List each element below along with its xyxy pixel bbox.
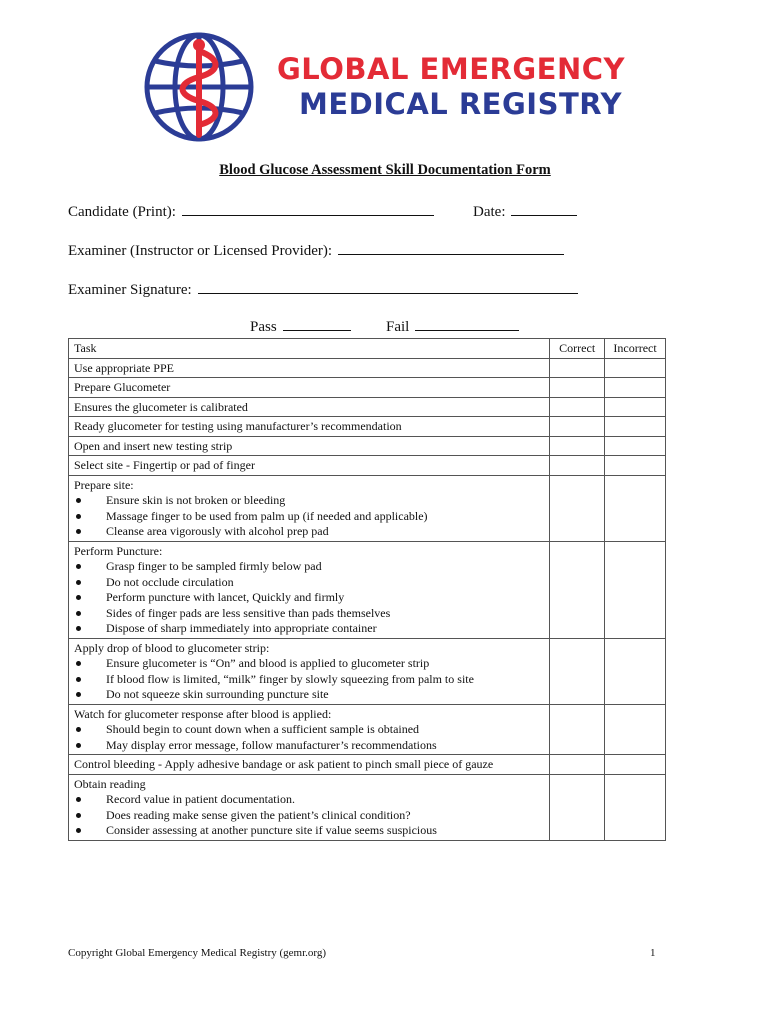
task-title: Perform Puncture: bbox=[74, 543, 163, 558]
header-incorrect: Incorrect bbox=[605, 339, 666, 359]
correct-checkbox-cell[interactable] bbox=[550, 755, 605, 775]
task-cell bbox=[69, 397, 550, 417]
table-row bbox=[69, 475, 666, 541]
task-title: Control bleeding - Apply adhesive bandage or ask patient to pinch small piece of gauze bbox=[74, 757, 494, 771]
task-bullet: Consider assessing at another puncture site if value seems suspicious bbox=[74, 823, 544, 839]
table-row bbox=[69, 378, 666, 398]
task-bullet: Sides of finger pads are less sensitive than pads themselves bbox=[74, 606, 544, 622]
task-title: Open and insert new testing strip bbox=[74, 438, 233, 453]
date-field bbox=[473, 201, 577, 221]
task-title: Prepare Glucometer bbox=[74, 380, 171, 394]
header-task: Task bbox=[69, 339, 550, 359]
logo bbox=[139, 29, 625, 147]
incorrect-checkbox-cell[interactable] bbox=[605, 638, 666, 704]
task-bullet-list bbox=[74, 656, 544, 703]
correct-checkbox-cell[interactable] bbox=[550, 436, 605, 456]
correct-checkbox-cell[interactable] bbox=[550, 541, 605, 638]
task-bullet: Should begin to count down when a sufficient sample is obtained bbox=[74, 722, 544, 738]
table-row bbox=[69, 358, 666, 378]
task-bullet: May display error message, follow manufacturer’s recommendations bbox=[74, 738, 544, 754]
task-bullet: Does reading make sense given the patient’s clinical condition? bbox=[74, 808, 544, 824]
correct-checkbox-cell[interactable] bbox=[550, 774, 605, 840]
incorrect-checkbox-cell[interactable] bbox=[605, 755, 666, 775]
task-bullet: Ensure skin is not broken or bleeding bbox=[74, 493, 544, 509]
candidate-field bbox=[68, 201, 434, 221]
task-title: Obtain reading bbox=[74, 776, 146, 791]
task-bullet: Record value in patient documentation. bbox=[74, 792, 544, 808]
form-title: Blood Glucose Assessment Skill Documentation Form bbox=[219, 162, 551, 178]
logo-title-line2: MEDICAL REGISTRY bbox=[299, 87, 622, 121]
table-row bbox=[69, 397, 666, 417]
table-row bbox=[69, 704, 666, 755]
task-title: Ensures the glucometer is calibrated bbox=[74, 399, 248, 414]
candidate-input[interactable] bbox=[182, 201, 434, 216]
task-bullet-list bbox=[74, 792, 544, 839]
task-bullet: Grasp finger to be sampled firmly below pad bbox=[74, 559, 544, 575]
correct-checkbox-cell[interactable] bbox=[550, 397, 605, 417]
task-cell bbox=[69, 774, 550, 840]
correct-checkbox-cell[interactable] bbox=[550, 456, 605, 476]
candidate-label: Candidate (Print): bbox=[68, 204, 176, 220]
task-bullet-list bbox=[74, 722, 544, 753]
fail-input[interactable] bbox=[415, 316, 519, 331]
incorrect-checkbox-cell[interactable] bbox=[605, 417, 666, 437]
correct-checkbox-cell[interactable] bbox=[550, 417, 605, 437]
pass-label: Pass bbox=[250, 319, 277, 335]
table-row bbox=[69, 436, 666, 456]
correct-checkbox-cell[interactable] bbox=[550, 378, 605, 398]
task-title: Apply drop of blood to glucometer strip: bbox=[74, 640, 270, 655]
correct-checkbox-cell[interactable] bbox=[550, 475, 605, 541]
pass-field bbox=[250, 316, 351, 336]
logo-title-line1: GLOBAL EMERGENCY bbox=[277, 52, 625, 86]
date-input[interactable] bbox=[511, 201, 577, 216]
task-cell bbox=[69, 417, 550, 437]
task-title: Prepare site: bbox=[74, 477, 134, 492]
table-row bbox=[69, 417, 666, 437]
task-bullet: Ensure glucometer is “On” and blood is applied to glucometer strip bbox=[74, 656, 544, 672]
page-number: 1 bbox=[650, 947, 656, 959]
incorrect-checkbox-cell[interactable] bbox=[605, 475, 666, 541]
pass-input[interactable] bbox=[283, 316, 351, 331]
task-cell bbox=[69, 456, 550, 476]
examiner-label: Examiner (Instructor or Licensed Provider): bbox=[68, 243, 333, 259]
signature-field bbox=[68, 279, 578, 299]
examiner-input[interactable] bbox=[338, 240, 564, 255]
task-bullet: Do not occlude circulation bbox=[74, 575, 544, 591]
table-row bbox=[69, 755, 666, 775]
fail-label: Fail bbox=[386, 319, 410, 335]
task-title: Select site - Fingertip or pad of finger bbox=[74, 458, 255, 472]
task-bullet: If blood flow is limited, “milk” finger by slowly squeezing from palm to site bbox=[74, 672, 544, 688]
correct-checkbox-cell[interactable] bbox=[550, 358, 605, 378]
header-correct: Correct bbox=[550, 339, 605, 359]
task-title: Ready glucometer for testing using manufacturer’s recommendation bbox=[74, 419, 402, 433]
task-cell bbox=[69, 704, 550, 755]
task-cell bbox=[69, 436, 550, 456]
task-cell bbox=[69, 638, 550, 704]
date-label: Date: bbox=[473, 204, 506, 220]
fail-field bbox=[386, 316, 519, 336]
task-bullet: Perform puncture with lancet, Quickly and firmly bbox=[74, 590, 544, 606]
incorrect-checkbox-cell[interactable] bbox=[605, 397, 666, 417]
footer-copyright: Copyright Global Emergency Medical Registry (gemr.org) bbox=[68, 947, 327, 959]
table-row bbox=[69, 638, 666, 704]
task-bullet: Massage finger to be used from palm up (if needed and applicable) bbox=[74, 509, 544, 525]
table-row bbox=[69, 456, 666, 476]
task-bullet-list bbox=[74, 493, 544, 540]
task-table bbox=[68, 338, 666, 841]
correct-checkbox-cell[interactable] bbox=[550, 638, 605, 704]
task-title: Watch for glucometer response after blood is applied: bbox=[74, 706, 332, 721]
globe-caduceus-icon bbox=[139, 29, 259, 147]
incorrect-checkbox-cell[interactable] bbox=[605, 704, 666, 755]
task-bullet-list bbox=[74, 559, 544, 637]
incorrect-checkbox-cell[interactable] bbox=[605, 774, 666, 840]
task-bullet: Do not squeeze skin surrounding puncture site bbox=[74, 687, 544, 703]
signature-input[interactable] bbox=[198, 279, 578, 294]
task-title: Use appropriate PPE bbox=[74, 360, 174, 375]
task-cell bbox=[69, 541, 550, 638]
incorrect-checkbox-cell[interactable] bbox=[605, 541, 666, 638]
examiner-field bbox=[68, 240, 564, 260]
incorrect-checkbox-cell[interactable] bbox=[605, 378, 666, 398]
correct-checkbox-cell[interactable] bbox=[550, 704, 605, 755]
task-bullet: Cleanse area vigorously with alcohol prep pad bbox=[74, 524, 544, 540]
task-cell bbox=[69, 755, 550, 775]
task-bullet: Dispose of sharp immediately into appropriate container bbox=[74, 621, 544, 637]
task-cell bbox=[69, 378, 550, 398]
table-header-row bbox=[69, 339, 666, 359]
incorrect-checkbox-cell[interactable] bbox=[605, 358, 666, 378]
signature-label: Examiner Signature: bbox=[68, 282, 192, 298]
incorrect-checkbox-cell[interactable] bbox=[605, 456, 666, 476]
incorrect-checkbox-cell[interactable] bbox=[605, 436, 666, 456]
task-cell bbox=[69, 358, 550, 378]
table-row bbox=[69, 541, 666, 638]
task-cell bbox=[69, 475, 550, 541]
table-row bbox=[69, 774, 666, 840]
